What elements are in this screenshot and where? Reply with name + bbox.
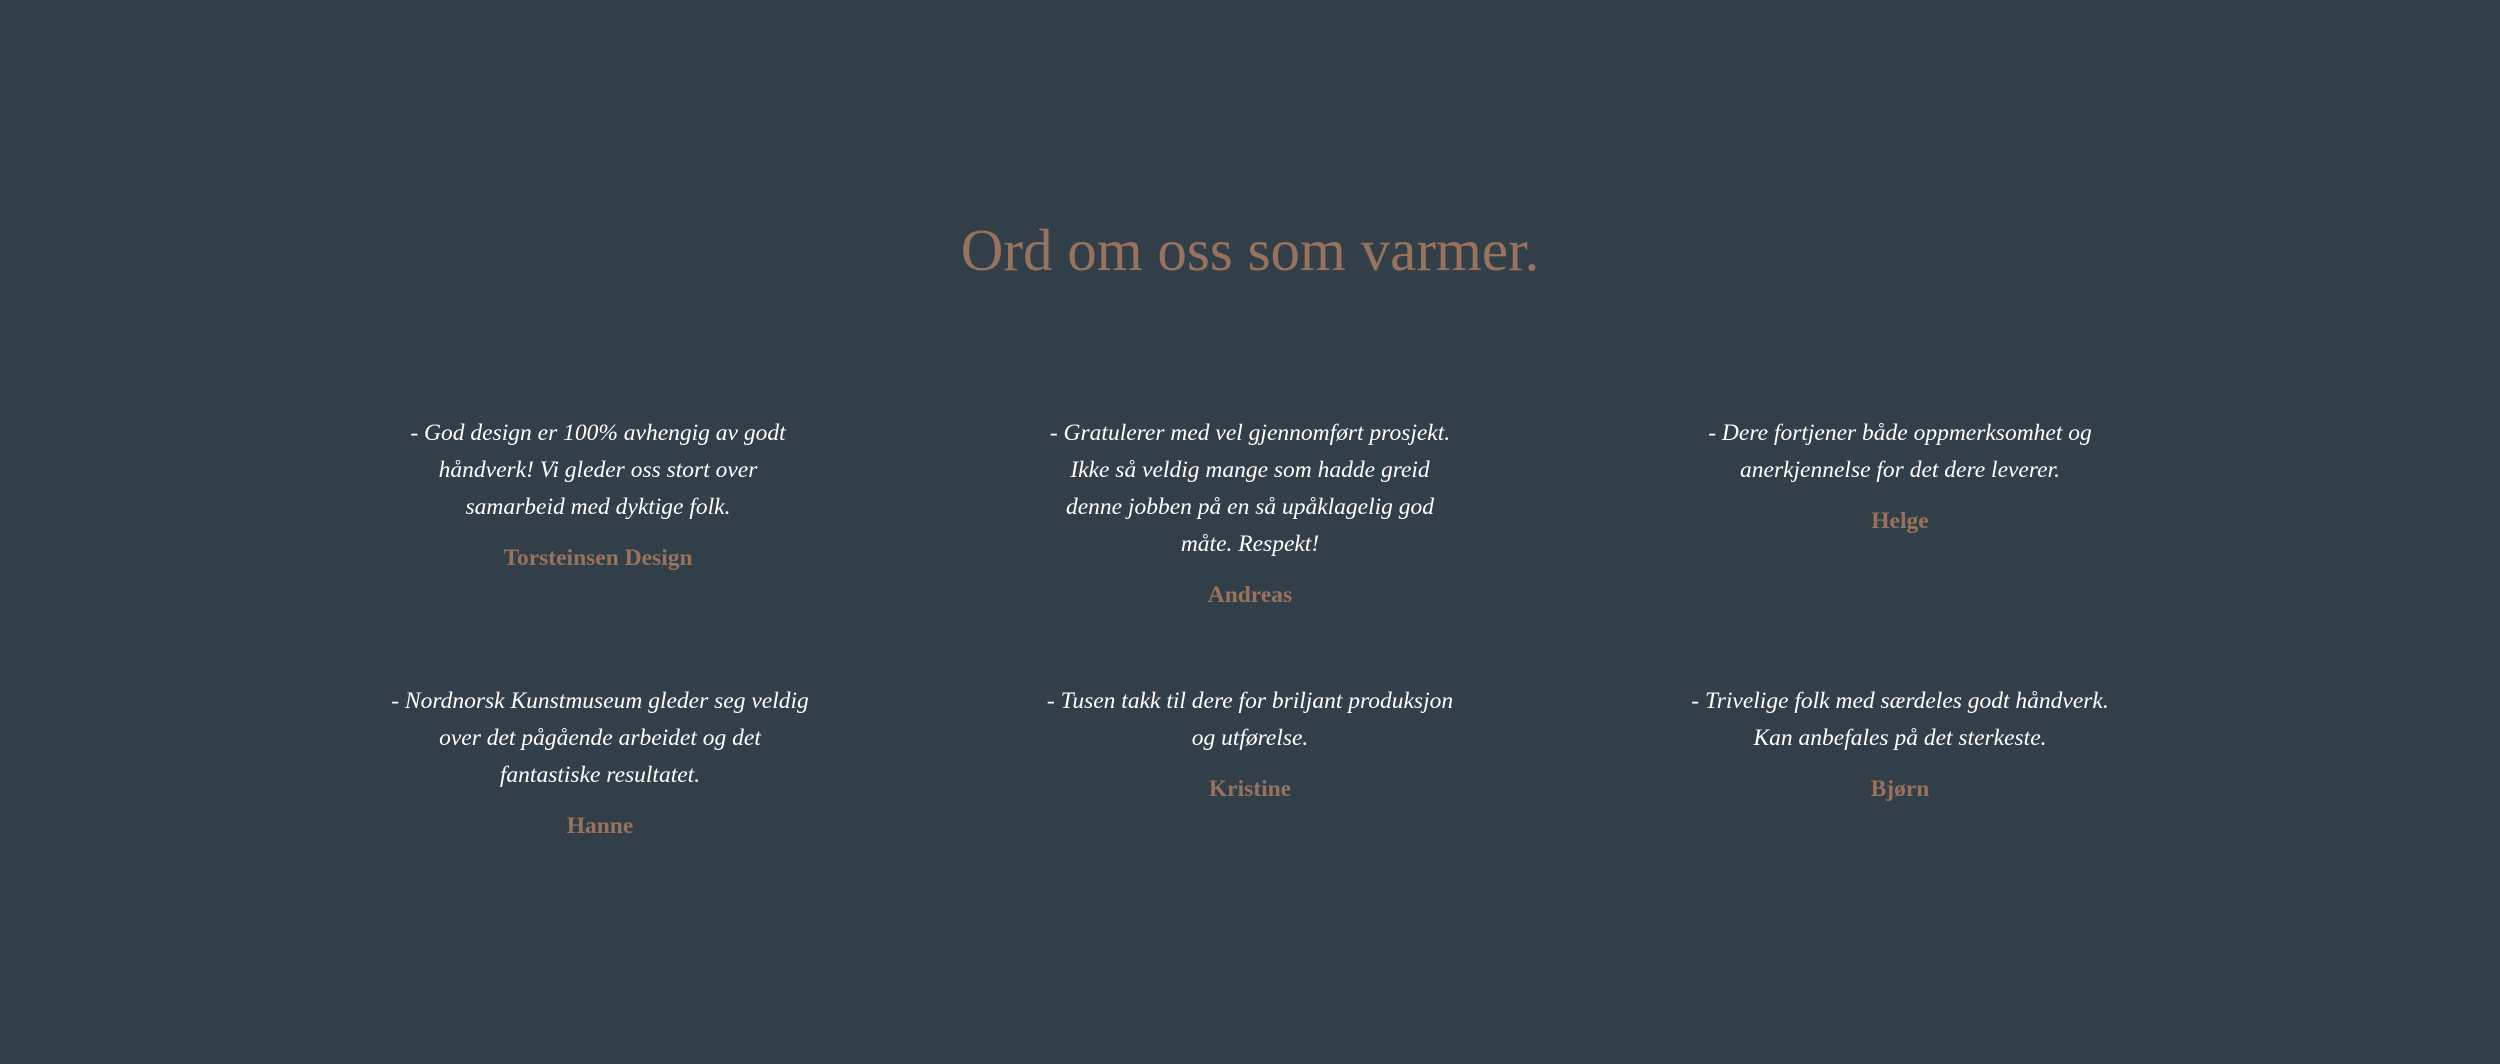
testimonial-quote	[1680, 683, 2120, 757]
testimonial-card	[378, 415, 818, 577]
quote-line: samarbeid med dyktige folk.	[465, 494, 731, 520]
testimonial-quote	[1030, 415, 1470, 563]
testimonial-author: Kristine	[1208, 776, 1292, 802]
quote-line: måte. Respekt!	[1180, 531, 1320, 557]
testimonial-author: Bjørn	[1870, 776, 1930, 802]
testimonial-card	[1680, 415, 2120, 540]
testimonial-quote	[378, 415, 818, 526]
testimonial-card	[1680, 683, 2120, 808]
testimonial-card	[1030, 683, 1470, 808]
quote-line: - Dere fortjener både oppmerksomhet og	[1708, 420, 2092, 446]
testimonial-quote	[378, 683, 822, 794]
quote-line: - Trivelige folk med særdeles godt håndverk.	[1691, 688, 2109, 714]
quote-line: over det pågående arbeidet og det	[439, 725, 761, 751]
testimonial-quote	[1030, 683, 1470, 757]
testimonial-card	[378, 683, 822, 845]
testimonial-card	[1030, 415, 1470, 614]
quote-line: Kan anbefales på det sterkeste.	[1753, 725, 2047, 751]
quote-line: Ikke så veldig mange som hadde greid	[1070, 457, 1430, 483]
section-title: Ord om oss som varmer.	[960, 217, 1540, 283]
testimonial-author: Andreas	[1207, 582, 1293, 608]
testimonial-author: Hanne	[566, 813, 634, 839]
quote-line: - God design er 100% avhengig av godt	[410, 420, 786, 446]
testimonial-author: Helge	[1871, 508, 1929, 534]
quote-line: anerkjennelse for det dere leverer.	[1740, 457, 2060, 483]
quote-line: - Nordnorsk Kunstmuseum gleder seg veldig	[391, 688, 809, 714]
quote-line: håndverk! Vi gleder oss stort over	[438, 457, 758, 483]
quote-line: denne jobben på en så upåklagelig god	[1065, 494, 1435, 520]
quote-line: fantastiske resultatet.	[499, 762, 701, 788]
quote-line: - Gratulerer med vel gjennomført prosjekt.	[1049, 420, 1451, 446]
testimonial-author: Torsteinsen Design	[503, 545, 693, 571]
quote-line: - Tusen takk til dere for briljant produksjon	[1046, 688, 1454, 714]
testimonial-quote	[1680, 415, 2120, 489]
quote-line: og utførelse.	[1191, 725, 1309, 751]
